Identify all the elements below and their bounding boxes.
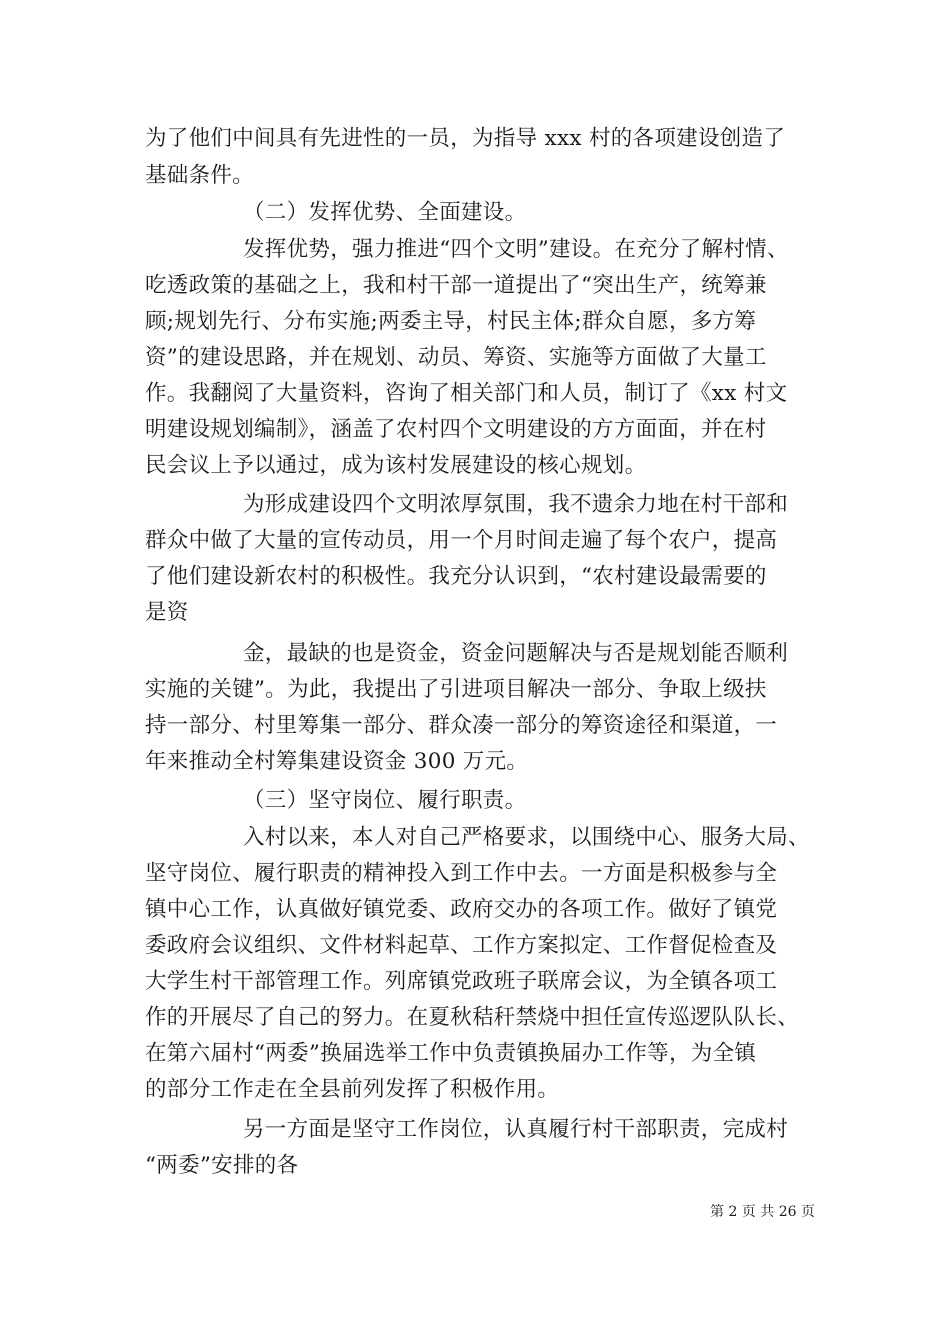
- text-line: 为形成建设四个文明浓厚氛围，我不遗余力地在村干部和: [243, 492, 789, 517]
- text-line: 的部分工作走在全县前列发挥了积极作用。: [145, 1077, 560, 1102]
- text-line: 年来推动全村筹集建设资金 300 万元。: [145, 749, 529, 774]
- text-line: 持一部分、村里筹集一部分、群众凑一部分的筹资途径和渠道，一: [145, 713, 778, 738]
- text-line: 吃透政策的基础之上，我和村干部一道提出了“突出生产，统筹兼: [145, 273, 767, 298]
- text-line: 坚守岗位、履行职责的精神投入到工作中去。一方面是积极参与全: [145, 861, 778, 886]
- text-line: 为了他们中间具有先进性的一员，为指导 xxx 村的各项建设创造了: [145, 126, 786, 151]
- text-line: 实施的关键”。为此，我提出了引进项目解决一部分、争取上级扶: [145, 677, 767, 702]
- text-line: 大学生村干部管理工作。列席镇党政班子联席会议，为全镇各项工: [145, 969, 778, 994]
- text-line: 基础条件。: [145, 163, 255, 188]
- text-line: 金，最缺的也是资金，资金问题解决与否是规划能否顺利: [243, 641, 789, 666]
- text-line: 民会议上予以通过，成为该村发展建设的核心规划。: [145, 453, 647, 478]
- text-line: 入村以来，本人对自己严格要求，以围绕中心、服务大局、: [243, 825, 810, 850]
- text-line: 资”的建设思路，并在规划、动员、筹资、实施等方面做了大量工: [145, 345, 767, 370]
- text-line: 发挥优势，强力推进“四个文明”建设。在充分了解村情、: [243, 237, 789, 262]
- text-line: 另一方面是坚守工作岗位，认真履行村干部职责，完成村: [243, 1117, 789, 1142]
- text-line: 群众中做了大量的宣传动员，用一个月时间走遍了每个农户，提高: [145, 528, 778, 553]
- text-line: 在第六届村“两委”换届选举工作中负责镇换届办工作等，为全镇: [145, 1041, 757, 1066]
- text-line: 委政府会议组织、文件材料起草、工作方案拟定、工作督促检查及: [145, 933, 778, 958]
- text-line: 明建设规划编制》，涵盖了农村四个文明建设的方方面面，并在村: [145, 417, 767, 442]
- section-heading: （二）发挥优势、全面建设。: [243, 200, 527, 225]
- text-line: 了他们建设新农村的积极性。我充分认识到，“农村建设最需要的: [145, 564, 767, 589]
- text-line: 作。我翻阅了大量资料，咨询了相关部门和人员，制订了《xx 村文: [145, 381, 788, 406]
- text-line: 是资: [145, 600, 189, 625]
- section-heading: （三）坚守岗位、履行职责。: [243, 788, 527, 813]
- page-number: 第 2 页 共 26 页: [710, 1204, 815, 1220]
- text-line: 镇中心工作，认真做好镇党委、政府交办的各项工作。做好了镇党: [145, 897, 778, 922]
- text-line: 作的开展尽了自己的努力。在夏秋秸秆禁烧中担任宣传巡逻队队长、: [145, 1005, 800, 1030]
- text-line: 顾;规划先行、分布实施;两委主导，村民主体;群众自愿，多方筹: [145, 309, 757, 334]
- text-line: “两委”安排的各: [145, 1153, 299, 1178]
